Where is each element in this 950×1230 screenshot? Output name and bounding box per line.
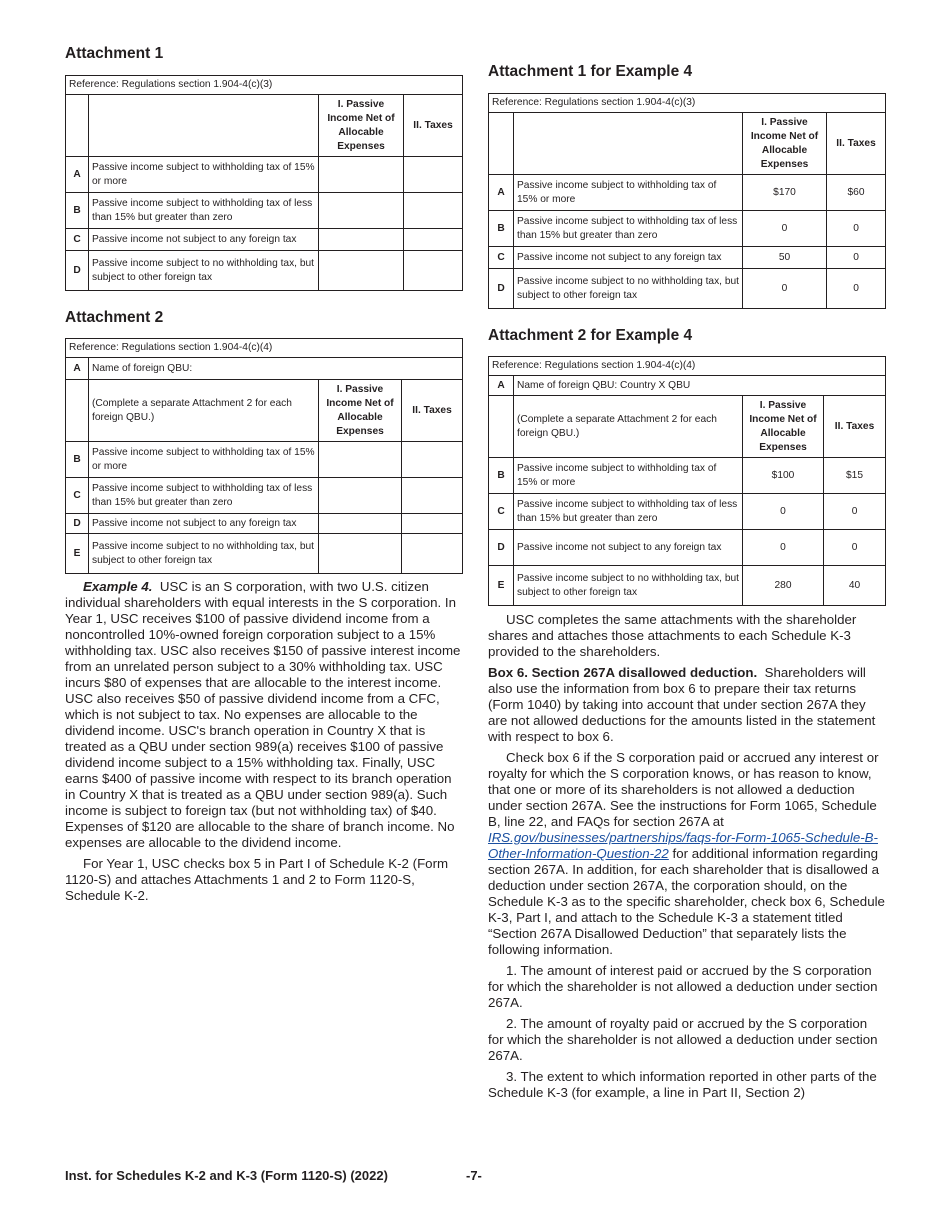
box-6-body: Shareholders will also use the information from box 6 to prepare their tax returns (Form 1040) by taking into account that under section 267A they are not allowed deductions for the amounts listed in the statement with respect to box 6. — [488, 665, 876, 744]
row-description: Passive income subject to withholding tax of less than 15% but greater than zero — [514, 494, 743, 530]
qbu-note: (Complete a separate Attachment 2 for each foreign QBU.) — [514, 396, 743, 458]
reference: Reference: Regulations section 1.904-4(c)(3) — [489, 94, 886, 113]
reference: Reference: Regulations section 1.904-4(c)(4) — [66, 339, 463, 358]
irs-faq-link[interactable]: IRS.gov/businesses/partnerships/faqs-for-Form-1065-Schedule-B-Other-Information-Question-22 — [488, 830, 878, 861]
col-header-income: I. Passive Income Net of Allocable Expenses — [743, 113, 827, 175]
taxes-cell — [404, 251, 463, 291]
income-value: 50 — [743, 247, 827, 269]
example-4-attachment-2-table — [488, 356, 886, 606]
example-4-body: USC is an S corporation, with two U.S. citizen individual shareholders with equal interests in the S corporation. In Year 1, USC receives $100 of passive dividend income from a noncontrolled 10%-owned foreign corporation subject to a 15% withholding tax. USC also receives $150 of passive interest income from an unrelated person subject to a 30% withholding tax. USC incurs $80 of expenses that are allocable to the interest income. USC also receives $50 of passive dividend income from a CFC, which is not subject to tax. No expenses are allocable to the dividend income. USC's branch operation in Country X that is treated as a QBU under section 989(a) receives $100 of passive dividend income subject to a 15% withholding tax. Finally, USC earns $400 of passive income with respect to its branch operation in Country X that is treated as a QBU under section 989(a). Such income is subject to foreign tax (but not withholding tax) of $40. Expenses of $120 are allocable to the share of branch income. No expenses are allocable to the dividend income. — [65, 579, 461, 850]
attachment-2-heading: Attachment 2 — [65, 309, 164, 326]
income-value: $170 — [743, 175, 827, 211]
row-description: Passive income subject to no withholding tax, but subject to other foreign tax — [89, 534, 319, 574]
income-value: 0 — [743, 269, 827, 309]
attachment-2-table — [65, 338, 463, 574]
example-4-attachment-2-heading: Attachment 2 for Example 4 — [488, 327, 693, 344]
income-cell — [319, 534, 402, 574]
row-description: Passive income subject to no withholding tax, but subject to other foreign tax — [514, 269, 743, 309]
row-letter: A — [489, 175, 514, 211]
taxes-cell — [404, 157, 463, 193]
row-description: Passive income subject to no withholding tax, but subject to other foreign tax — [89, 251, 319, 291]
income-value: 0 — [743, 530, 824, 566]
income-value: $100 — [743, 458, 824, 494]
row-letter: C — [489, 494, 514, 530]
row-description: Passive income not subject to any foreign tax — [514, 530, 743, 566]
row-letter: B — [489, 458, 514, 494]
row-description: Passive income subject to withholding tax of 15% or more — [89, 442, 319, 478]
row-letter: B — [489, 211, 514, 247]
check-box-6-paragraph — [488, 750, 885, 958]
taxes-cell — [402, 478, 463, 514]
left-column — [65, 44, 462, 909]
row-letter: D — [66, 251, 89, 291]
box-6-heading: Box 6. Section 267A disallowed deduction. — [488, 665, 758, 680]
box-6-paragraph — [488, 665, 885, 745]
page-number: -7- — [466, 1168, 482, 1183]
box-6-text — [488, 612, 885, 1101]
list-item-interest: 1. The amount of interest paid or accrued by the S corporation for which the shareholder is not allowed a deduction under section 267A. — [488, 963, 878, 1010]
row-description: Passive income subject to withholding tax of 15% or more — [514, 175, 743, 211]
row-description: Passive income subject to withholding tax of less than 15% but greater than zero — [89, 478, 319, 514]
taxes-value: 0 — [824, 494, 886, 530]
taxes-value: $15 — [824, 458, 886, 494]
taxes-value: $60 — [827, 175, 886, 211]
attachment-1-heading: Attachment 1 — [65, 45, 164, 62]
taxes-value: 0 — [824, 530, 886, 566]
col-header-income: I. Passive Income Net of Allocable Expenses — [319, 380, 402, 442]
right-column — [488, 62, 885, 1106]
attachments-paragraph: USC completes the same attachments with the shareholder shares and attaches those attachments to each Schedule K-3 provided to the shareholders. — [488, 612, 857, 659]
col-header-taxes: II. Taxes — [827, 113, 886, 175]
row-letter: A — [66, 358, 89, 380]
check-box-6-text: Check box 6 if the S corporation paid or accrued any interest or royalty for which the S corporation knows, or has reason to know, that one or more of its shareholders is not allowed a deduction under section 267A. See the instructions for Form 1065, Schedule B, line 22, and FAQs for section 267A at — [488, 750, 879, 829]
row-description: Passive income not subject to any foreign tax — [89, 514, 319, 534]
reference: Reference: Regulations section 1.904-4(c)(4) — [489, 357, 886, 376]
row-letter: C — [489, 247, 514, 269]
row-letter: A — [489, 376, 514, 396]
row-description: Passive income subject to no withholding tax, but subject to other foreign tax — [514, 566, 743, 606]
col-header-taxes: II. Taxes — [402, 380, 463, 442]
qbu-name-label: Name of foreign QBU: — [89, 358, 463, 380]
example-4-paragraph — [65, 579, 462, 851]
list-item-royalty: 2. The amount of royalty paid or accrued by the S corporation for which the shareholder is not allowed a deduction under section 267A. — [488, 1016, 878, 1063]
income-value: 0 — [743, 494, 824, 530]
taxes-value: 0 — [827, 211, 886, 247]
row-description: Passive income subject to withholding tax of 15% or more — [89, 157, 319, 193]
qbu-name-label: Name of foreign QBU: Country X QBU — [514, 376, 886, 396]
income-value: 280 — [743, 566, 824, 606]
row-letter: B — [66, 442, 89, 478]
row-description: Passive income subject to withholding tax of less than 15% but greater than zero — [89, 193, 319, 229]
row-letter: B — [66, 193, 89, 229]
income-cell — [319, 478, 402, 514]
qbu-note: (Complete a separate Attachment 2 for each foreign QBU.) — [89, 380, 319, 442]
year-1-paragraph: For Year 1, USC checks box 5 in Part I of Schedule K-2 (Form 1120-S) and attaches Attachments 1 and 2 to Form 1120-S, Schedule K-2. — [65, 856, 449, 903]
income-cell — [319, 193, 404, 229]
example-4-text — [65, 579, 462, 904]
row-letter: D — [489, 530, 514, 566]
col-header-taxes: II. Taxes — [404, 95, 463, 157]
page-footer — [65, 1168, 482, 1183]
example-4-attachment-1-heading: Attachment 1 for Example 4 — [488, 63, 693, 80]
income-cell — [319, 157, 404, 193]
row-letter: E — [66, 534, 89, 574]
income-cell — [319, 514, 402, 534]
taxes-cell — [404, 229, 463, 251]
income-cell — [319, 251, 404, 291]
row-letter: D — [489, 269, 514, 309]
income-cell — [319, 442, 402, 478]
check-box-6-text-continued: for additional information regarding section 267A. In addition, for each shareholder that is disallowed a deduction under section 267A, the corporation should, on the Schedule K-3 as to the specific shareholder, check box 6, Schedule K-3, Part I, and attach to the Schedule K-3 a statement titled “Section 267A Disallowed Deduction” that separately lists the following information. — [488, 846, 885, 957]
example-4-label: Example 4. — [83, 579, 153, 594]
list-item-extent: 3. The extent to which information reported in other parts of the Schedule K-3 (for example, a line in Part II, Section 2) — [488, 1069, 877, 1100]
row-letter: C — [66, 229, 89, 251]
row-letter: A — [66, 157, 89, 193]
taxes-cell — [404, 193, 463, 229]
col-header-income: I. Passive Income Net of Allocable Expenses — [743, 396, 824, 458]
row-letter: E — [489, 566, 514, 606]
col-header-taxes: II. Taxes — [824, 396, 886, 458]
row-description: Passive income subject to withholding tax of 15% or more — [514, 458, 743, 494]
row-description: Passive income subject to withholding tax of less than 15% but greater than zero — [514, 211, 743, 247]
example-4-attachment-1-table — [488, 93, 886, 309]
row-description: Passive income not subject to any foreign tax — [514, 247, 743, 269]
reference: Reference: Regulations section 1.904-4(c)(3) — [66, 76, 463, 95]
attachment-1-table — [65, 75, 463, 291]
taxes-value: 0 — [827, 247, 886, 269]
taxes-cell — [402, 514, 463, 534]
taxes-value: 0 — [827, 269, 886, 309]
col-header-income: I. Passive Income Net of Allocable Expenses — [319, 95, 404, 157]
row-description: Passive income not subject to any foreign tax — [89, 229, 319, 251]
income-cell — [319, 229, 404, 251]
footer-title: Inst. for Schedules K-2 and K-3 (Form 1120-S) (2022) — [65, 1168, 388, 1183]
taxes-value: 40 — [824, 566, 886, 606]
taxes-cell — [402, 534, 463, 574]
row-letter: D — [66, 514, 89, 534]
income-value: 0 — [743, 211, 827, 247]
taxes-cell — [402, 442, 463, 478]
row-letter: C — [66, 478, 89, 514]
